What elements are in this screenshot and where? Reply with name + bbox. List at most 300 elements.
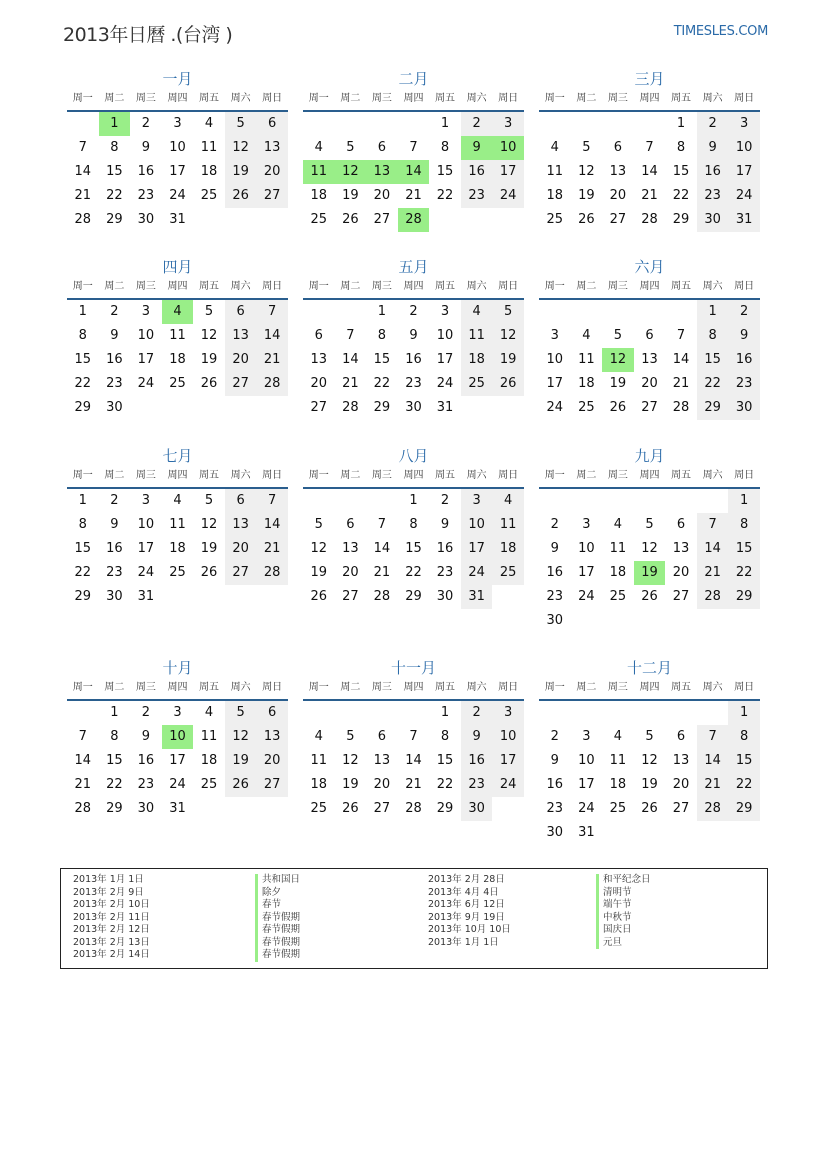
day-cell[interactable]: 29 [672,212,690,227]
day-cell[interactable]: 31 [461,585,493,609]
day-cell[interactable]: 21 [405,188,422,203]
day-cell[interactable]: 4 [492,489,524,513]
day-cell[interactable]: 26 [609,400,627,415]
day-cell[interactable]: 4 [613,729,623,744]
day-cell[interactable]: 18 [310,188,328,203]
day-cell[interactable]: 23 [461,184,493,208]
day-cell[interactable]: 25 [461,372,493,396]
day-cell[interactable]: 13 [672,753,690,768]
day-cell[interactable]: 13 [342,541,359,556]
day-cell[interactable]: 9 [409,328,418,343]
day-cell[interactable]: 7 [377,517,387,532]
day-cell[interactable]: 5 [613,328,623,343]
day-cell[interactable]: 14 [405,753,422,768]
day-cell[interactable]: 15 [74,541,92,556]
day-cell[interactable]: 3 [173,116,182,131]
day-cell[interactable]: 20 [225,348,257,372]
day-cell[interactable]: 21 [256,537,288,561]
day-cell[interactable]: 20 [256,160,288,184]
day-cell[interactable]: 11 [200,729,218,744]
day-cell[interactable]: 2 [409,304,418,319]
day-cell[interactable]: 21 [74,777,92,792]
day-cell[interactable]: 5 [346,140,355,155]
day-cell[interactable]: 20 [672,777,690,792]
day-cell[interactable]: 30 [106,400,123,415]
day-cell[interactable]: 4 [461,300,493,324]
day-cell[interactable]: 24 [169,777,186,792]
day-cell[interactable]: 20 [256,749,288,773]
day-cell[interactable]: 5 [204,493,214,508]
day-cell[interactable]: 2 [461,701,493,725]
day-cell[interactable]: 10 [169,140,186,155]
day-cell[interactable]: 18 [609,565,627,580]
day-cell[interactable]: 30 [546,613,564,628]
day-cell[interactable]: 23 [728,372,760,396]
day-cell[interactable]: 17 [137,352,155,367]
day-cell[interactable]: 1 [409,493,418,508]
day-cell[interactable]: 6 [613,140,623,155]
day-cell[interactable]: 27 [225,372,257,396]
day-cell[interactable]: 7 [78,729,87,744]
day-cell[interactable]: 21 [405,777,422,792]
day-cell[interactable]: 3 [440,304,450,319]
day-cell[interactable]: 16 [137,753,155,768]
day-cell[interactable]: 26 [200,376,218,391]
day-cell[interactable]: 14 [74,753,92,768]
day-cell[interactable]: 20 [609,188,627,203]
day-cell[interactable]: 5 [346,729,355,744]
day-cell[interactable]: 27 [225,561,257,585]
day-cell[interactable]: 3 [173,705,182,720]
day-cell[interactable]: 1 [697,300,729,324]
day-cell[interactable]: 12 [602,348,634,372]
day-cell[interactable]: 6 [676,517,686,532]
day-cell[interactable]: 4 [204,705,214,720]
day-cell[interactable]: 21 [74,188,92,203]
day-cell[interactable]: 29 [697,396,729,420]
day-cell[interactable]: 24 [492,773,524,797]
day-cell[interactable]: 19 [492,348,524,372]
day-cell[interactable]: 27 [373,801,391,816]
day-cell[interactable]: 4 [204,116,214,131]
day-cell[interactable]: 1 [728,489,760,513]
day-cell[interactable]: 16 [436,541,454,556]
day-cell[interactable]: 14 [342,352,359,367]
day-cell[interactable]: 27 [256,184,288,208]
day-cell[interactable]: 30 [436,589,454,604]
day-cell[interactable]: 17 [728,160,760,184]
day-cell[interactable]: 15 [672,164,690,179]
day-cell[interactable]: 25 [310,801,328,816]
day-cell[interactable]: 27 [373,212,391,227]
day-cell[interactable]: 10 [578,541,595,556]
day-cell[interactable]: 13 [310,352,328,367]
day-cell[interactable]: 12 [641,753,658,768]
day-cell[interactable]: 27 [672,589,690,604]
day-cell[interactable]: 25 [200,777,218,792]
day-cell[interactable]: 22 [436,188,454,203]
day-cell[interactable]: 23 [137,777,155,792]
day-cell[interactable]: 15 [728,537,760,561]
day-cell[interactable]: 22 [106,777,123,792]
day-cell[interactable]: 9 [550,753,559,768]
day-cell[interactable]: 24 [728,184,760,208]
day-cell[interactable]: 3 [582,517,591,532]
day-cell[interactable]: 22 [436,777,454,792]
day-cell[interactable]: 15 [728,749,760,773]
day-cell[interactable]: 17 [578,777,595,792]
day-cell[interactable]: 3 [141,493,151,508]
day-cell[interactable]: 18 [578,376,595,391]
day-cell[interactable]: 26 [342,212,359,227]
day-cell[interactable]: 14 [697,749,729,773]
day-cell[interactable]: 30 [697,208,729,232]
day-cell[interactable]: 20 [672,565,690,580]
day-cell[interactable]: 12 [200,517,218,532]
day-cell[interactable]: 21 [672,376,690,391]
day-cell[interactable]: 25 [546,212,564,227]
day-cell[interactable]: 23 [106,565,123,580]
day-cell[interactable]: 15 [405,541,422,556]
day-cell[interactable]: 1 [99,112,131,136]
day-cell[interactable]: 26 [310,589,328,604]
day-cell[interactable]: 2 [110,304,119,319]
day-cell[interactable]: 6 [225,300,257,324]
day-cell[interactable]: 19 [342,188,359,203]
day-cell[interactable]: 22 [106,188,123,203]
day-cell[interactable]: 14 [697,537,729,561]
day-cell[interactable]: 29 [106,801,123,816]
day-cell[interactable]: 28 [256,372,288,396]
day-cell[interactable]: 17 [169,164,186,179]
day-cell[interactable]: 3 [492,112,524,136]
day-cell[interactable]: 19 [225,160,257,184]
day-cell[interactable]: 28 [697,585,729,609]
day-cell[interactable]: 21 [697,561,729,585]
day-cell[interactable]: 18 [310,777,328,792]
day-cell[interactable]: 26 [225,773,257,797]
day-cell[interactable]: 17 [461,537,493,561]
day-cell[interactable]: 3 [141,304,151,319]
day-cell[interactable]: 25 [169,565,186,580]
day-cell[interactable]: 23 [405,376,422,391]
day-cell[interactable]: 30 [137,801,155,816]
day-cell[interactable]: 20 [342,565,359,580]
day-cell[interactable]: 20 [310,376,328,391]
day-cell[interactable]: 15 [74,352,92,367]
day-cell[interactable]: 16 [405,352,422,367]
day-cell[interactable]: 7 [78,140,87,155]
day-cell[interactable]: 12 [492,324,524,348]
day-cell[interactable]: 2 [141,705,151,720]
day-cell[interactable]: 16 [728,348,760,372]
day-cell[interactable]: 9 [697,136,729,160]
day-cell[interactable]: 3 [582,729,591,744]
day-cell[interactable]: 15 [106,753,123,768]
day-cell[interactable]: 6 [377,140,387,155]
day-cell[interactable]: 31 [578,825,595,840]
day-cell[interactable]: 9 [440,517,450,532]
day-cell[interactable]: 13 [672,541,690,556]
day-cell[interactable]: 5 [492,300,524,324]
day-cell[interactable]: 12 [225,136,257,160]
day-cell[interactable]: 10 [492,136,524,160]
day-cell[interactable]: 1 [440,116,450,131]
day-cell[interactable]: 7 [409,140,418,155]
day-cell[interactable]: 6 [314,328,323,343]
day-cell[interactable]: 10 [578,753,595,768]
day-cell[interactable]: 19 [310,565,328,580]
day-cell[interactable]: 8 [78,328,87,343]
day-cell[interactable]: 24 [461,561,493,585]
day-cell[interactable]: 27 [310,400,328,415]
day-cell[interactable]: 20 [225,537,257,561]
day-cell[interactable]: 26 [225,184,257,208]
day-cell[interactable]: 25 [609,801,627,816]
day-cell[interactable]: 1 [440,705,450,720]
day-cell[interactable]: 30 [461,797,493,821]
day-cell[interactable]: 21 [342,376,359,391]
day-cell[interactable]: 28 [74,212,92,227]
day-cell[interactable]: 18 [461,348,493,372]
day-cell[interactable]: 6 [346,517,355,532]
day-cell[interactable]: 10 [137,517,155,532]
day-cell[interactable]: 12 [225,725,257,749]
day-cell[interactable]: 19 [225,749,257,773]
day-cell[interactable]: 4 [582,328,591,343]
day-cell[interactable]: 4 [314,729,323,744]
day-cell[interactable]: 28 [672,400,690,415]
day-cell[interactable]: 9 [141,140,151,155]
day-cell[interactable]: 5 [225,701,257,725]
day-cell[interactable]: 14 [672,352,690,367]
day-cell[interactable]: 15 [106,164,123,179]
day-cell[interactable]: 14 [74,164,92,179]
day-cell[interactable]: 26 [492,372,524,396]
day-cell[interactable]: 9 [550,541,559,556]
day-cell[interactable]: 22 [74,565,92,580]
day-cell[interactable]: 12 [578,164,595,179]
day-cell[interactable]: 15 [373,352,391,367]
day-cell[interactable]: 23 [436,565,454,580]
day-cell[interactable]: 28 [697,797,729,821]
day-cell[interactable]: 27 [609,212,627,227]
day-cell[interactable]: 18 [200,164,218,179]
day-cell[interactable]: 21 [641,188,658,203]
day-cell[interactable]: 4 [162,300,194,324]
day-cell[interactable]: 7 [645,140,654,155]
day-cell[interactable]: 24 [436,376,454,391]
day-cell[interactable]: 10 [492,725,524,749]
day-cell[interactable]: 13 [225,513,257,537]
day-cell[interactable]: 17 [578,565,595,580]
day-cell[interactable]: 29 [74,589,92,604]
day-cell[interactable]: 19 [641,777,658,792]
day-cell[interactable]: 4 [314,140,323,155]
day-cell[interactable]: 19 [634,561,666,585]
day-cell[interactable]: 29 [728,797,760,821]
day-cell[interactable]: 11 [461,324,493,348]
day-cell[interactable]: 25 [492,561,524,585]
day-cell[interactable]: 10 [728,136,760,160]
day-cell[interactable]: 30 [546,825,564,840]
day-cell[interactable]: 7 [256,300,288,324]
day-cell[interactable]: 5 [645,729,654,744]
day-cell[interactable]: 13 [641,352,658,367]
day-cell[interactable]: 22 [697,372,729,396]
day-cell[interactable]: 16 [697,160,729,184]
day-cell[interactable]: 22 [405,565,422,580]
day-cell[interactable]: 8 [697,324,729,348]
day-cell[interactable]: 13 [256,136,288,160]
day-cell[interactable]: 18 [169,352,186,367]
day-cell[interactable]: 11 [200,140,218,155]
day-cell[interactable]: 7 [697,513,729,537]
day-cell[interactable]: 1 [377,304,387,319]
day-cell[interactable]: 28 [256,561,288,585]
day-cell[interactable]: 26 [200,565,218,580]
day-cell[interactable]: 12 [335,160,367,184]
day-cell[interactable]: 5 [645,517,654,532]
day-cell[interactable]: 4 [613,517,623,532]
day-cell[interactable]: 16 [461,160,493,184]
day-cell[interactable]: 10 [436,328,454,343]
day-cell[interactable]: 1 [78,304,87,319]
day-cell[interactable]: 31 [728,208,760,232]
day-cell[interactable]: 17 [137,541,155,556]
day-cell[interactable]: 31 [169,801,186,816]
day-cell[interactable]: 2 [550,729,559,744]
day-cell[interactable]: 17 [169,753,186,768]
day-cell[interactable]: 11 [578,352,595,367]
day-cell[interactable]: 1 [676,116,686,131]
day-cell[interactable]: 28 [398,208,430,232]
day-cell[interactable]: 6 [676,729,686,744]
day-cell[interactable]: 2 [728,300,760,324]
day-cell[interactable]: 18 [200,753,218,768]
day-cell[interactable]: 23 [137,188,155,203]
day-cell[interactable]: 11 [303,160,335,184]
day-cell[interactable]: 11 [310,753,328,768]
day-cell[interactable]: 8 [728,725,760,749]
day-cell[interactable]: 13 [373,753,391,768]
day-cell[interactable]: 16 [546,565,564,580]
day-cell[interactable]: 6 [256,112,288,136]
day-cell[interactable]: 5 [204,304,214,319]
day-cell[interactable]: 24 [137,376,155,391]
day-cell[interactable]: 24 [546,400,564,415]
day-cell[interactable]: 15 [697,348,729,372]
day-cell[interactable]: 2 [697,112,729,136]
day-cell[interactable]: 21 [256,348,288,372]
day-cell[interactable]: 3 [550,328,559,343]
day-cell[interactable]: 11 [169,517,186,532]
day-cell[interactable]: 17 [436,352,454,367]
day-cell[interactable]: 6 [225,489,257,513]
day-cell[interactable]: 4 [173,493,182,508]
day-cell[interactable]: 29 [405,589,422,604]
site-logo[interactable]: TIMESLES.COM [673,24,768,39]
day-cell[interactable]: 5 [582,140,591,155]
day-cell[interactable]: 29 [74,400,92,415]
day-cell[interactable]: 23 [106,376,123,391]
day-cell[interactable]: 27 [641,400,658,415]
day-cell[interactable]: 27 [342,589,359,604]
day-cell[interactable]: 3 [492,701,524,725]
day-cell[interactable]: 6 [256,701,288,725]
day-cell[interactable]: 8 [676,140,686,155]
day-cell[interactable]: 25 [609,589,627,604]
day-cell[interactable]: 19 [342,777,359,792]
day-cell[interactable]: 17 [492,749,524,773]
day-cell[interactable]: 24 [578,801,595,816]
day-cell[interactable]: 24 [492,184,524,208]
day-cell[interactable]: 23 [546,589,564,604]
day-cell[interactable]: 28 [641,212,658,227]
day-cell[interactable]: 13 [366,160,398,184]
day-cell[interactable]: 6 [645,328,654,343]
day-cell[interactable]: 28 [373,589,391,604]
day-cell[interactable]: 12 [641,541,658,556]
day-cell[interactable]: 30 [137,212,155,227]
day-cell[interactable]: 30 [728,396,760,420]
day-cell[interactable]: 13 [225,324,257,348]
day-cell[interactable]: 9 [461,136,493,160]
day-cell[interactable]: 5 [314,517,323,532]
day-cell[interactable]: 11 [546,164,564,179]
day-cell[interactable]: 18 [169,541,186,556]
day-cell[interactable]: 15 [436,753,454,768]
day-cell[interactable]: 8 [78,517,87,532]
day-cell[interactable]: 14 [641,164,658,179]
day-cell[interactable]: 12 [200,328,218,343]
day-cell[interactable]: 11 [609,541,627,556]
day-cell[interactable]: 8 [728,513,760,537]
day-cell[interactable]: 14 [373,541,391,556]
day-cell[interactable]: 20 [641,376,658,391]
day-cell[interactable]: 25 [200,188,218,203]
day-cell[interactable]: 22 [74,376,92,391]
day-cell[interactable]: 3 [728,112,760,136]
day-cell[interactable]: 18 [546,188,564,203]
day-cell[interactable]: 2 [440,493,450,508]
day-cell[interactable]: 14 [256,513,288,537]
day-cell[interactable]: 26 [342,801,359,816]
day-cell[interactable]: 11 [609,753,627,768]
day-cell[interactable]: 16 [461,749,493,773]
day-cell[interactable]: 13 [609,164,627,179]
day-cell[interactable]: 1 [110,705,119,720]
day-cell[interactable]: 3 [461,489,493,513]
day-cell[interactable]: 7 [256,489,288,513]
day-cell[interactable]: 12 [310,541,328,556]
day-cell[interactable]: 1 [78,493,87,508]
day-cell[interactable]: 24 [169,188,186,203]
day-cell[interactable]: 4 [550,140,559,155]
day-cell[interactable]: 29 [106,212,123,227]
day-cell[interactable]: 31 [137,589,155,604]
day-cell[interactable]: 11 [169,328,186,343]
day-cell[interactable]: 9 [461,725,493,749]
day-cell[interactable]: 6 [377,729,387,744]
day-cell[interactable]: 31 [169,212,186,227]
day-cell[interactable]: 10 [162,725,194,749]
day-cell[interactable]: 9 [141,729,151,744]
day-cell[interactable]: 8 [440,140,450,155]
day-cell[interactable]: 9 [728,324,760,348]
day-cell[interactable]: 7 [676,328,686,343]
day-cell[interactable]: 24 [137,565,155,580]
